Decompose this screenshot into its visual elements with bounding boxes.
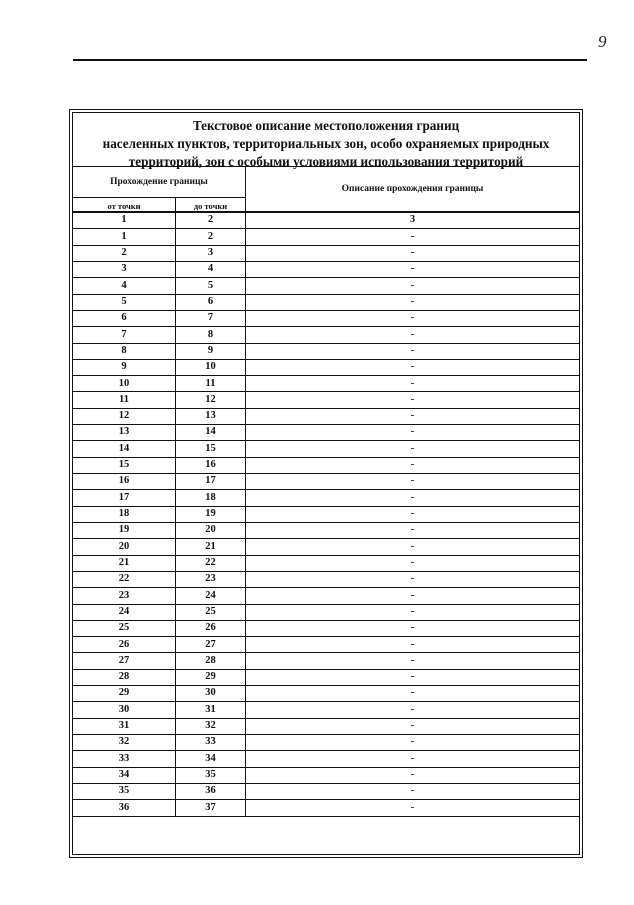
from-point-cell: 15 [73, 458, 176, 473]
from-point-cell: 27 [73, 653, 176, 668]
table-row [73, 702, 579, 718]
from-point-cell: 5 [73, 295, 176, 310]
from-point-cell: 2 [73, 246, 176, 261]
table-row [73, 768, 579, 784]
table-row [73, 751, 579, 767]
description-cell: - [410, 801, 415, 813]
to-point-cell: 26 [176, 621, 246, 636]
from-point-cell: 16 [73, 474, 176, 489]
to-point-cell: 10 [176, 360, 246, 375]
column-number-3: 3 [409, 214, 416, 226]
to-point-cell: 5 [176, 278, 246, 293]
to-point-cell: 4 [176, 262, 246, 277]
to-point-cell: 21 [176, 539, 246, 554]
from-point-cell: 22 [73, 572, 176, 587]
description-cell: - [410, 540, 415, 552]
to-point-cell: 7 [176, 311, 246, 326]
to-point-cell: 20 [176, 523, 246, 538]
from-point-cell: 26 [73, 637, 176, 652]
from-point-cell: 28 [73, 670, 176, 685]
header-group-label: Прохождение границы [73, 167, 245, 198]
table-header [73, 167, 579, 213]
table-row [73, 653, 579, 669]
description-cell: - [410, 410, 415, 422]
from-point-cell: 20 [73, 539, 176, 554]
from-point-cell: 1 [73, 229, 176, 244]
to-point-cell: 25 [176, 605, 246, 620]
to-point-cell: 3 [176, 246, 246, 261]
table-row [73, 376, 579, 392]
table-row [73, 458, 579, 474]
title-line-2: населенных пунктов, территориальных зон, особо охраняемых природных [102, 136, 550, 151]
title-line-3: территорий, зон с особыми условиями использования территорий [128, 154, 524, 169]
to-point-cell: 14 [176, 425, 246, 440]
from-point-cell: 24 [73, 605, 176, 620]
description-cell: - [410, 589, 415, 601]
table-row [73, 474, 579, 490]
from-point-cell: 31 [73, 719, 176, 734]
description-cell: - [410, 295, 415, 307]
description-cell: - [410, 703, 415, 715]
to-point-cell: 22 [176, 556, 246, 571]
description-cell: - [410, 230, 415, 242]
header-from-point: от точки [73, 198, 176, 211]
table-row [73, 262, 579, 278]
from-point-cell: 13 [73, 425, 176, 440]
from-point-cell: 10 [73, 376, 176, 391]
to-point-cell: 13 [176, 409, 246, 424]
to-point-cell: 18 [176, 490, 246, 505]
description-cell: - [410, 361, 415, 373]
description-cell: - [410, 736, 415, 748]
table-row [73, 686, 579, 702]
table-row [73, 311, 579, 327]
to-point-cell: 12 [176, 392, 246, 407]
from-point-cell: 23 [73, 588, 176, 603]
from-point-cell: 36 [73, 800, 176, 815]
description-cell: - [410, 263, 415, 275]
to-point-cell: 29 [176, 670, 246, 685]
document-frame [69, 109, 583, 858]
description-cell: - [410, 377, 415, 389]
from-point-cell: 12 [73, 409, 176, 424]
from-point-cell: 30 [73, 702, 176, 717]
to-point-cell: 17 [176, 474, 246, 489]
to-point-cell: 31 [176, 702, 246, 717]
table-row [73, 246, 579, 262]
table-row [73, 784, 579, 800]
description-cell: - [410, 573, 415, 585]
from-point-cell: 32 [73, 735, 176, 750]
to-point-cell: 33 [176, 735, 246, 750]
table-row [73, 229, 579, 245]
to-point-cell: 11 [176, 376, 246, 391]
table-row [73, 523, 579, 539]
table-row [73, 327, 579, 343]
to-point-cell: 24 [176, 588, 246, 603]
from-point-cell: 17 [73, 490, 176, 505]
from-point-cell: 14 [73, 441, 176, 456]
description-cell: - [410, 785, 415, 797]
table-row [73, 637, 579, 653]
description-cell: - [410, 344, 415, 356]
table-row [73, 295, 579, 311]
from-point-cell: 11 [73, 392, 176, 407]
description-cell: - [410, 671, 415, 683]
from-point-cell: 8 [73, 344, 176, 359]
description-cell: - [410, 442, 415, 454]
to-point-cell: 36 [176, 784, 246, 799]
table-row [73, 507, 579, 523]
description-cell: - [410, 556, 415, 568]
from-point-cell: 6 [73, 311, 176, 326]
header-to-point: до точки [193, 201, 228, 211]
header-boundary-passage [73, 167, 246, 211]
column-number-1: 1 [73, 213, 176, 228]
description-cell: - [410, 605, 415, 617]
to-point-cell: 35 [176, 768, 246, 783]
column-number-2: 2 [176, 213, 246, 228]
top-rule [73, 59, 587, 61]
from-point-cell: 34 [73, 768, 176, 783]
header-subcolumns [73, 198, 245, 211]
to-point-cell: 23 [176, 572, 246, 587]
to-point-cell: 30 [176, 686, 246, 701]
description-cell: - [410, 475, 415, 487]
from-point-cell: 7 [73, 327, 176, 342]
description-cell: - [410, 279, 415, 291]
description-cell: - [410, 312, 415, 324]
description-cell: - [410, 752, 415, 764]
header-description: Описание прохождения границы [341, 184, 484, 194]
description-cell: - [410, 508, 415, 520]
to-point-cell: 37 [176, 800, 246, 815]
to-point-cell: 2 [176, 229, 246, 244]
to-point-cell: 8 [176, 327, 246, 342]
description-cell: - [410, 654, 415, 666]
from-point-cell: 9 [73, 360, 176, 375]
description-cell: - [410, 491, 415, 503]
description-cell: - [410, 328, 415, 340]
table-row [73, 588, 579, 604]
description-cell: - [410, 638, 415, 650]
to-point-cell: 34 [176, 751, 246, 766]
description-cell: - [410, 622, 415, 634]
to-point-cell: 15 [176, 441, 246, 456]
description-cell: - [410, 426, 415, 438]
from-point-cell: 35 [73, 784, 176, 799]
to-point-cell: 9 [176, 344, 246, 359]
to-point-cell: 27 [176, 637, 246, 652]
column-numbering-row [73, 213, 579, 229]
table-row [73, 719, 579, 735]
from-point-cell: 18 [73, 507, 176, 522]
table-row [73, 360, 579, 376]
description-cell: - [410, 459, 415, 471]
description-cell: - [410, 720, 415, 732]
to-point-cell: 6 [176, 295, 246, 310]
to-point-cell: 32 [176, 719, 246, 734]
page-number: 9 [598, 32, 607, 51]
table-body [73, 213, 579, 817]
table-row [73, 441, 579, 457]
table-row [73, 425, 579, 441]
boundary-table [73, 166, 579, 854]
table-row [73, 800, 579, 816]
from-point-cell: 3 [73, 262, 176, 277]
table-row [73, 605, 579, 621]
description-cell: - [410, 769, 415, 781]
from-point-cell: 21 [73, 556, 176, 571]
document-title [73, 117, 579, 171]
to-point-cell: 16 [176, 458, 246, 473]
to-point-cell: 19 [176, 507, 246, 522]
document-inner-frame [72, 112, 580, 855]
table-row [73, 344, 579, 360]
table-row [73, 539, 579, 555]
table-row [73, 735, 579, 751]
description-cell: - [410, 393, 415, 405]
from-point-cell: 19 [73, 523, 176, 538]
from-point-cell: 29 [73, 686, 176, 701]
from-point-cell: 33 [73, 751, 176, 766]
description-cell: - [410, 524, 415, 536]
table-row [73, 572, 579, 588]
table-row [73, 670, 579, 686]
from-point-cell: 4 [73, 278, 176, 293]
table-row [73, 409, 579, 425]
to-point-cell: 28 [176, 653, 246, 668]
description-cell: - [410, 247, 415, 259]
title-line-1: Текстовое описание местоположения границ [192, 118, 460, 133]
table-row [73, 621, 579, 637]
table-row [73, 556, 579, 572]
from-point-cell: 25 [73, 621, 176, 636]
table-row [73, 392, 579, 408]
table-row [73, 278, 579, 294]
table-row [73, 490, 579, 506]
description-cell: - [410, 687, 415, 699]
